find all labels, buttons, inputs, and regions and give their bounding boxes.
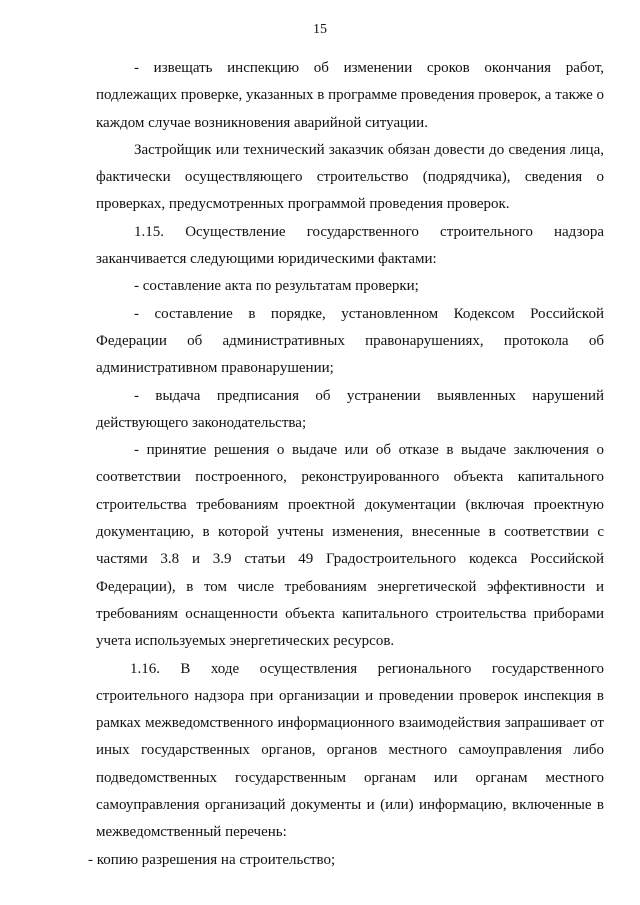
- page-number: 15: [313, 22, 327, 37]
- list-item-building-permit: - копию разрешения на строительство;: [88, 851, 336, 868]
- document-body: [88, 55, 604, 874]
- list-item-inspection-act: - составление акта по результатам проверки;: [134, 278, 419, 295]
- list-item-violation-protocol: - составление в порядке, установленном Кодексом Российской Федерации об административных правонарушениях, протокола об административном правонарушении;: [96, 305, 604, 377]
- paragraph-notify-inspection: - извещать инспекцию об изменении сроков окончания работ, подлежащих проверке, указанных в программе проведения проверок, а также о каждом случае возникновения аварийной ситуации.: [96, 60, 604, 131]
- list-item-order-issuance: - выдача предписания об устранении выявленных нарушений действующего законодательства;: [96, 387, 604, 431]
- paragraph-1-15: 1.15. Осуществление государственного строительного надзора заканчивается следующими юридическими фактами:: [96, 223, 604, 268]
- paragraph-1-16: 1.16. В ходе осуществления регионального государственного строительного надзора при организации и проведении проверок инспекция в рамках межведомственного информационного взаимодействия запрашивает от иных государственных органов, органов местного самоуправления либо подведомственных государственным органам или органам местного самоуправления организаций документы и (или) информацию, включенные в межведомственный перечень:: [96, 660, 604, 841]
- paragraph-developer-obligation: Застройщик или технический заказчик обязан довести до сведения лица, фактически осуществляющего строительство (подрядчика), сведения о проверках, предусмотренных программой проведения проверок.: [96, 141, 604, 213]
- list-item-conformity-decision: - принятие решения о выдаче или об отказе в выдаче заключения о соответствии построенного, реконструированного объекта капитального строительства требованиям проектной документации (включая проектную документацию, в которой учтены изменения, внесенные в соответствии с частями 3.8 и 3.9 статьи 49 Градостроительного кодекса Российской Федерации), в том числе требованиям энергетической эффективности и требованиям оснащенности объекта капитального строительства приборами учета используемых энергетических ресурсов.: [96, 442, 604, 650]
